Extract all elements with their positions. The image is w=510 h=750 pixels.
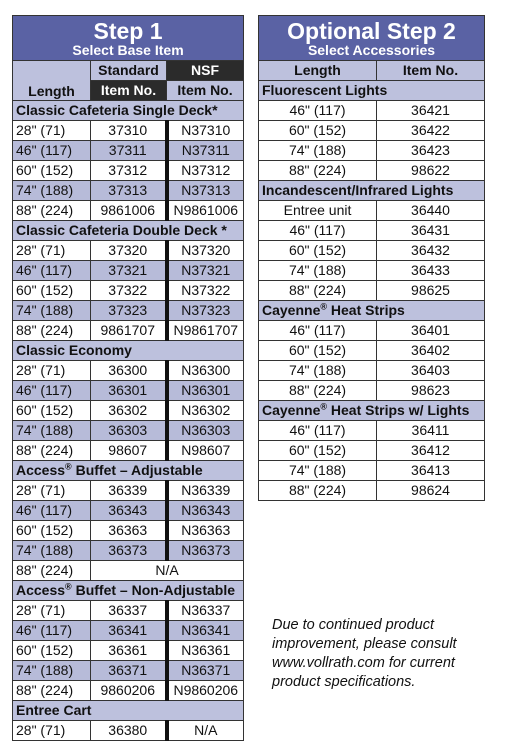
table-row xyxy=(13,421,244,441)
table-row xyxy=(13,241,244,261)
nsf-item-cell: N37320 xyxy=(167,241,244,261)
section-header xyxy=(13,341,244,361)
nsf-item-cell: N36343 xyxy=(167,501,244,521)
step1-colhead-top xyxy=(13,61,244,81)
standard-item-cell: 36361 xyxy=(91,641,167,661)
section-title-rest: Heat Strips w/ Lights xyxy=(327,402,470,418)
nsf-item-cell: N/A xyxy=(167,721,244,741)
item-cell: 36411 xyxy=(377,421,485,441)
nsf-item-cell: N37310 xyxy=(167,121,244,141)
length-cell: 74" (188) xyxy=(13,661,91,681)
nsf-item-cell: N9860206 xyxy=(167,681,244,701)
step1-subtitle: Select Base Item xyxy=(72,41,184,58)
length-cell: 46" (117) xyxy=(13,621,91,641)
registered-mark: ® xyxy=(320,401,327,412)
length-cell: 60" (152) xyxy=(13,401,91,421)
standard-item-cell: 36343 xyxy=(91,501,167,521)
table-row xyxy=(259,361,485,381)
nsf-item-cell: N36341 xyxy=(167,621,244,641)
table-row xyxy=(13,681,244,701)
item-cell: 36431 xyxy=(377,221,485,241)
nsf-item-cell: N37311 xyxy=(167,141,244,161)
length-cell: 74" (188) xyxy=(13,301,91,321)
table-row xyxy=(259,221,485,241)
item-cell: 36412 xyxy=(377,441,485,461)
table-row xyxy=(259,381,485,401)
section-header xyxy=(259,181,485,201)
length-cell: 74" (188) xyxy=(13,181,91,201)
length-cell: 88" (224) xyxy=(259,481,377,501)
length-cell: 88" (224) xyxy=(259,381,377,401)
standard-item-cell: 36363 xyxy=(91,521,167,541)
table-row xyxy=(13,381,244,401)
nsf-item-cell: N36303 xyxy=(167,421,244,441)
item-cell: 36401 xyxy=(377,321,485,341)
nsf-item-cell: N36301 xyxy=(167,381,244,401)
step1-col-standard-bottom: Item No. xyxy=(91,81,167,101)
length-cell: 74" (188) xyxy=(259,361,377,381)
step2-title: Optional Step 2 xyxy=(287,17,456,44)
length-cell: 28" (71) xyxy=(13,241,91,261)
section-title xyxy=(13,581,244,601)
table-row xyxy=(13,301,244,321)
table-row xyxy=(13,361,244,381)
length-cell: 46" (117) xyxy=(13,501,91,521)
table-row xyxy=(13,121,244,141)
nsf-item-cell: N36339 xyxy=(167,481,244,501)
table-row xyxy=(259,121,485,141)
table-row xyxy=(13,401,244,421)
registered-mark: ® xyxy=(65,581,72,592)
section-header xyxy=(259,81,485,101)
nsf-item-cell: N36302 xyxy=(167,401,244,421)
table-row xyxy=(13,201,244,221)
standard-item-cell: 37323 xyxy=(91,301,167,321)
step2-header-row xyxy=(259,16,485,61)
table-row xyxy=(13,181,244,201)
standard-item-cell: 37320 xyxy=(91,241,167,261)
table-row xyxy=(259,161,485,181)
table-row xyxy=(259,281,485,301)
section-title: Classic Economy xyxy=(13,341,244,361)
standard-item-cell: 36301 xyxy=(91,381,167,401)
table-row xyxy=(259,461,485,481)
table-row xyxy=(13,601,244,621)
standard-item-cell: 36302 xyxy=(91,401,167,421)
table-row xyxy=(259,141,485,161)
section-title: Entree Cart xyxy=(13,701,244,721)
length-cell: 60" (152) xyxy=(13,521,91,541)
section-title-brand: Cayenne xyxy=(262,302,321,318)
section-title-brand: Access xyxy=(16,462,66,478)
length-cell: 46" (117) xyxy=(259,221,377,241)
section-title-rest: Buffet – Non-Adjustable xyxy=(71,582,236,598)
item-na-cell: N/A xyxy=(91,561,244,581)
table-row xyxy=(13,501,244,521)
item-cell: 36402 xyxy=(377,341,485,361)
table-row xyxy=(259,241,485,261)
standard-item-cell: 37312 xyxy=(91,161,167,181)
standard-item-cell: 36373 xyxy=(91,541,167,561)
length-cell: 74" (188) xyxy=(13,421,91,441)
standard-item-cell: 36303 xyxy=(91,421,167,441)
section-title xyxy=(259,301,485,321)
length-cell: 88" (224) xyxy=(259,161,377,181)
nsf-item-cell: N37312 xyxy=(167,161,244,181)
table-row xyxy=(13,321,244,341)
table-row xyxy=(13,621,244,641)
section-header xyxy=(13,221,244,241)
table-row xyxy=(13,281,244,301)
length-cell: 28" (71) xyxy=(13,361,91,381)
length-cell: 60" (152) xyxy=(259,241,377,261)
nsf-item-cell: N37322 xyxy=(167,281,244,301)
standard-item-cell: 37313 xyxy=(91,181,167,201)
standard-item-cell: 37311 xyxy=(91,141,167,161)
section-title-rest: Heat Strips xyxy=(327,302,405,318)
nsf-item-cell: N37323 xyxy=(167,301,244,321)
nsf-item-cell: N98607 xyxy=(167,441,244,461)
section-header xyxy=(13,461,244,481)
step1-col-nsf-bottom: Item No. xyxy=(167,81,244,101)
step2-subtitle: Select Accessories xyxy=(307,41,436,58)
length-cell: 74" (188) xyxy=(13,541,91,561)
table-row xyxy=(13,561,244,581)
section-header xyxy=(259,401,485,421)
length-cell: 46" (117) xyxy=(259,101,377,121)
section-title: Classic Cafeteria Double Deck * xyxy=(13,221,244,241)
table-row xyxy=(13,161,244,181)
item-cell: 36413 xyxy=(377,461,485,481)
length-cell: 60" (152) xyxy=(259,341,377,361)
section-header xyxy=(13,101,244,121)
nsf-item-cell: N36371 xyxy=(167,661,244,681)
table-row xyxy=(259,421,485,441)
length-cell: 88" (224) xyxy=(13,681,91,701)
section-title xyxy=(13,461,244,481)
disclaimer-note: Due to continued product improvement, please consult www.vollrath.com for current product specifications. xyxy=(272,617,457,690)
table-row xyxy=(13,521,244,541)
length-cell: 74" (188) xyxy=(259,261,377,281)
length-cell: 60" (152) xyxy=(13,281,91,301)
step1-col-standard-top: Standard xyxy=(91,61,167,81)
nsf-item-cell: N36300 xyxy=(167,361,244,381)
registered-mark: ® xyxy=(65,461,72,472)
step1-header-row xyxy=(13,16,244,61)
standard-item-cell: 37321 xyxy=(91,261,167,281)
item-cell: 98623 xyxy=(377,381,485,401)
length-cell: 28" (71) xyxy=(13,481,91,501)
item-cell: 36421 xyxy=(377,101,485,121)
length-cell: 88" (224) xyxy=(259,281,377,301)
standard-item-cell: 36380 xyxy=(91,721,167,741)
item-cell: 36432 xyxy=(377,241,485,261)
standard-item-cell: 98607 xyxy=(91,441,167,461)
table-row xyxy=(259,101,485,121)
section-title-brand: Access xyxy=(16,582,66,598)
table-row xyxy=(13,141,244,161)
step1-col-nsf-top: NSF xyxy=(167,61,244,81)
section-header xyxy=(13,701,244,721)
length-cell: 88" (224) xyxy=(13,441,91,461)
standard-item-cell: 37322 xyxy=(91,281,167,301)
section-title-brand: Cayenne xyxy=(262,402,321,418)
length-cell: 88" (224) xyxy=(13,561,91,581)
table-row xyxy=(13,441,244,461)
item-cell: 36423 xyxy=(377,141,485,161)
section-header xyxy=(259,301,485,321)
length-cell: 60" (152) xyxy=(13,641,91,661)
step1-title: Step 1 xyxy=(93,17,163,44)
standard-item-cell: 9860206 xyxy=(91,681,167,701)
length-cell: 60" (152) xyxy=(13,161,91,181)
step1-col-length: Length xyxy=(13,61,91,101)
table-row xyxy=(259,321,485,341)
section-title: Classic Cafeteria Single Deck* xyxy=(13,101,244,121)
nsf-item-cell: N37321 xyxy=(167,261,244,281)
standard-item-cell: 36339 xyxy=(91,481,167,501)
nsf-item-cell: N36373 xyxy=(167,541,244,561)
length-cell: 88" (224) xyxy=(13,201,91,221)
table-row xyxy=(13,541,244,561)
table-row xyxy=(13,641,244,661)
table-row xyxy=(259,441,485,461)
standard-item-cell: 9861707 xyxy=(91,321,167,341)
registered-mark: ® xyxy=(320,301,327,312)
step2-table xyxy=(258,15,485,501)
item-cell: 98624 xyxy=(377,481,485,501)
length-cell: 74" (188) xyxy=(259,461,377,481)
table-row xyxy=(259,341,485,361)
length-cell: 46" (117) xyxy=(13,141,91,161)
table-row xyxy=(259,481,485,501)
item-cell: 36433 xyxy=(377,261,485,281)
section-header xyxy=(13,581,244,601)
standard-item-cell: 36371 xyxy=(91,661,167,681)
item-cell: 36440 xyxy=(377,201,485,221)
standard-item-cell: 37310 xyxy=(91,121,167,141)
nsf-item-cell: N9861006 xyxy=(167,201,244,221)
nsf-item-cell: N36361 xyxy=(167,641,244,661)
length-cell: 60" (152) xyxy=(259,121,377,141)
nsf-item-cell: N36363 xyxy=(167,521,244,541)
length-cell: 60" (152) xyxy=(259,441,377,461)
standard-item-cell: 36300 xyxy=(91,361,167,381)
length-cell: 28" (71) xyxy=(13,721,91,741)
nsf-item-cell: N9861707 xyxy=(167,321,244,341)
table-row xyxy=(13,721,244,741)
length-cell: 88" (224) xyxy=(13,321,91,341)
nsf-item-cell: N37313 xyxy=(167,181,244,201)
length-cell: 28" (71) xyxy=(13,601,91,621)
section-title: Fluorescent Lights xyxy=(259,81,485,101)
table-row xyxy=(259,201,485,221)
step2-col-item: Item No. xyxy=(377,61,485,81)
item-cell: 98622 xyxy=(377,161,485,181)
length-cell: 46" (117) xyxy=(259,321,377,341)
table-row xyxy=(13,661,244,681)
length-cell: 28" (71) xyxy=(13,121,91,141)
length-cell: 74" (188) xyxy=(259,141,377,161)
item-cell: 98625 xyxy=(377,281,485,301)
section-title xyxy=(259,401,485,421)
table-row xyxy=(259,261,485,281)
length-cell: Entree unit xyxy=(259,201,377,221)
length-cell: 46" (117) xyxy=(259,421,377,441)
step1-table xyxy=(12,15,244,741)
item-cell: 36403 xyxy=(377,361,485,381)
table-row xyxy=(13,261,244,281)
standard-item-cell: 36341 xyxy=(91,621,167,641)
standard-item-cell: 36337 xyxy=(91,601,167,621)
length-cell: 46" (117) xyxy=(13,381,91,401)
section-title-rest: Buffet – Adjustable xyxy=(71,462,203,478)
nsf-item-cell: N36337 xyxy=(167,601,244,621)
step2-colhead xyxy=(259,61,485,81)
item-cell: 36422 xyxy=(377,121,485,141)
section-title: Incandescent/Infrared Lights xyxy=(259,181,485,201)
standard-item-cell: 9861006 xyxy=(91,201,167,221)
step2-col-length: Length xyxy=(259,61,377,81)
length-cell: 46" (117) xyxy=(13,261,91,281)
table-row xyxy=(13,481,244,501)
